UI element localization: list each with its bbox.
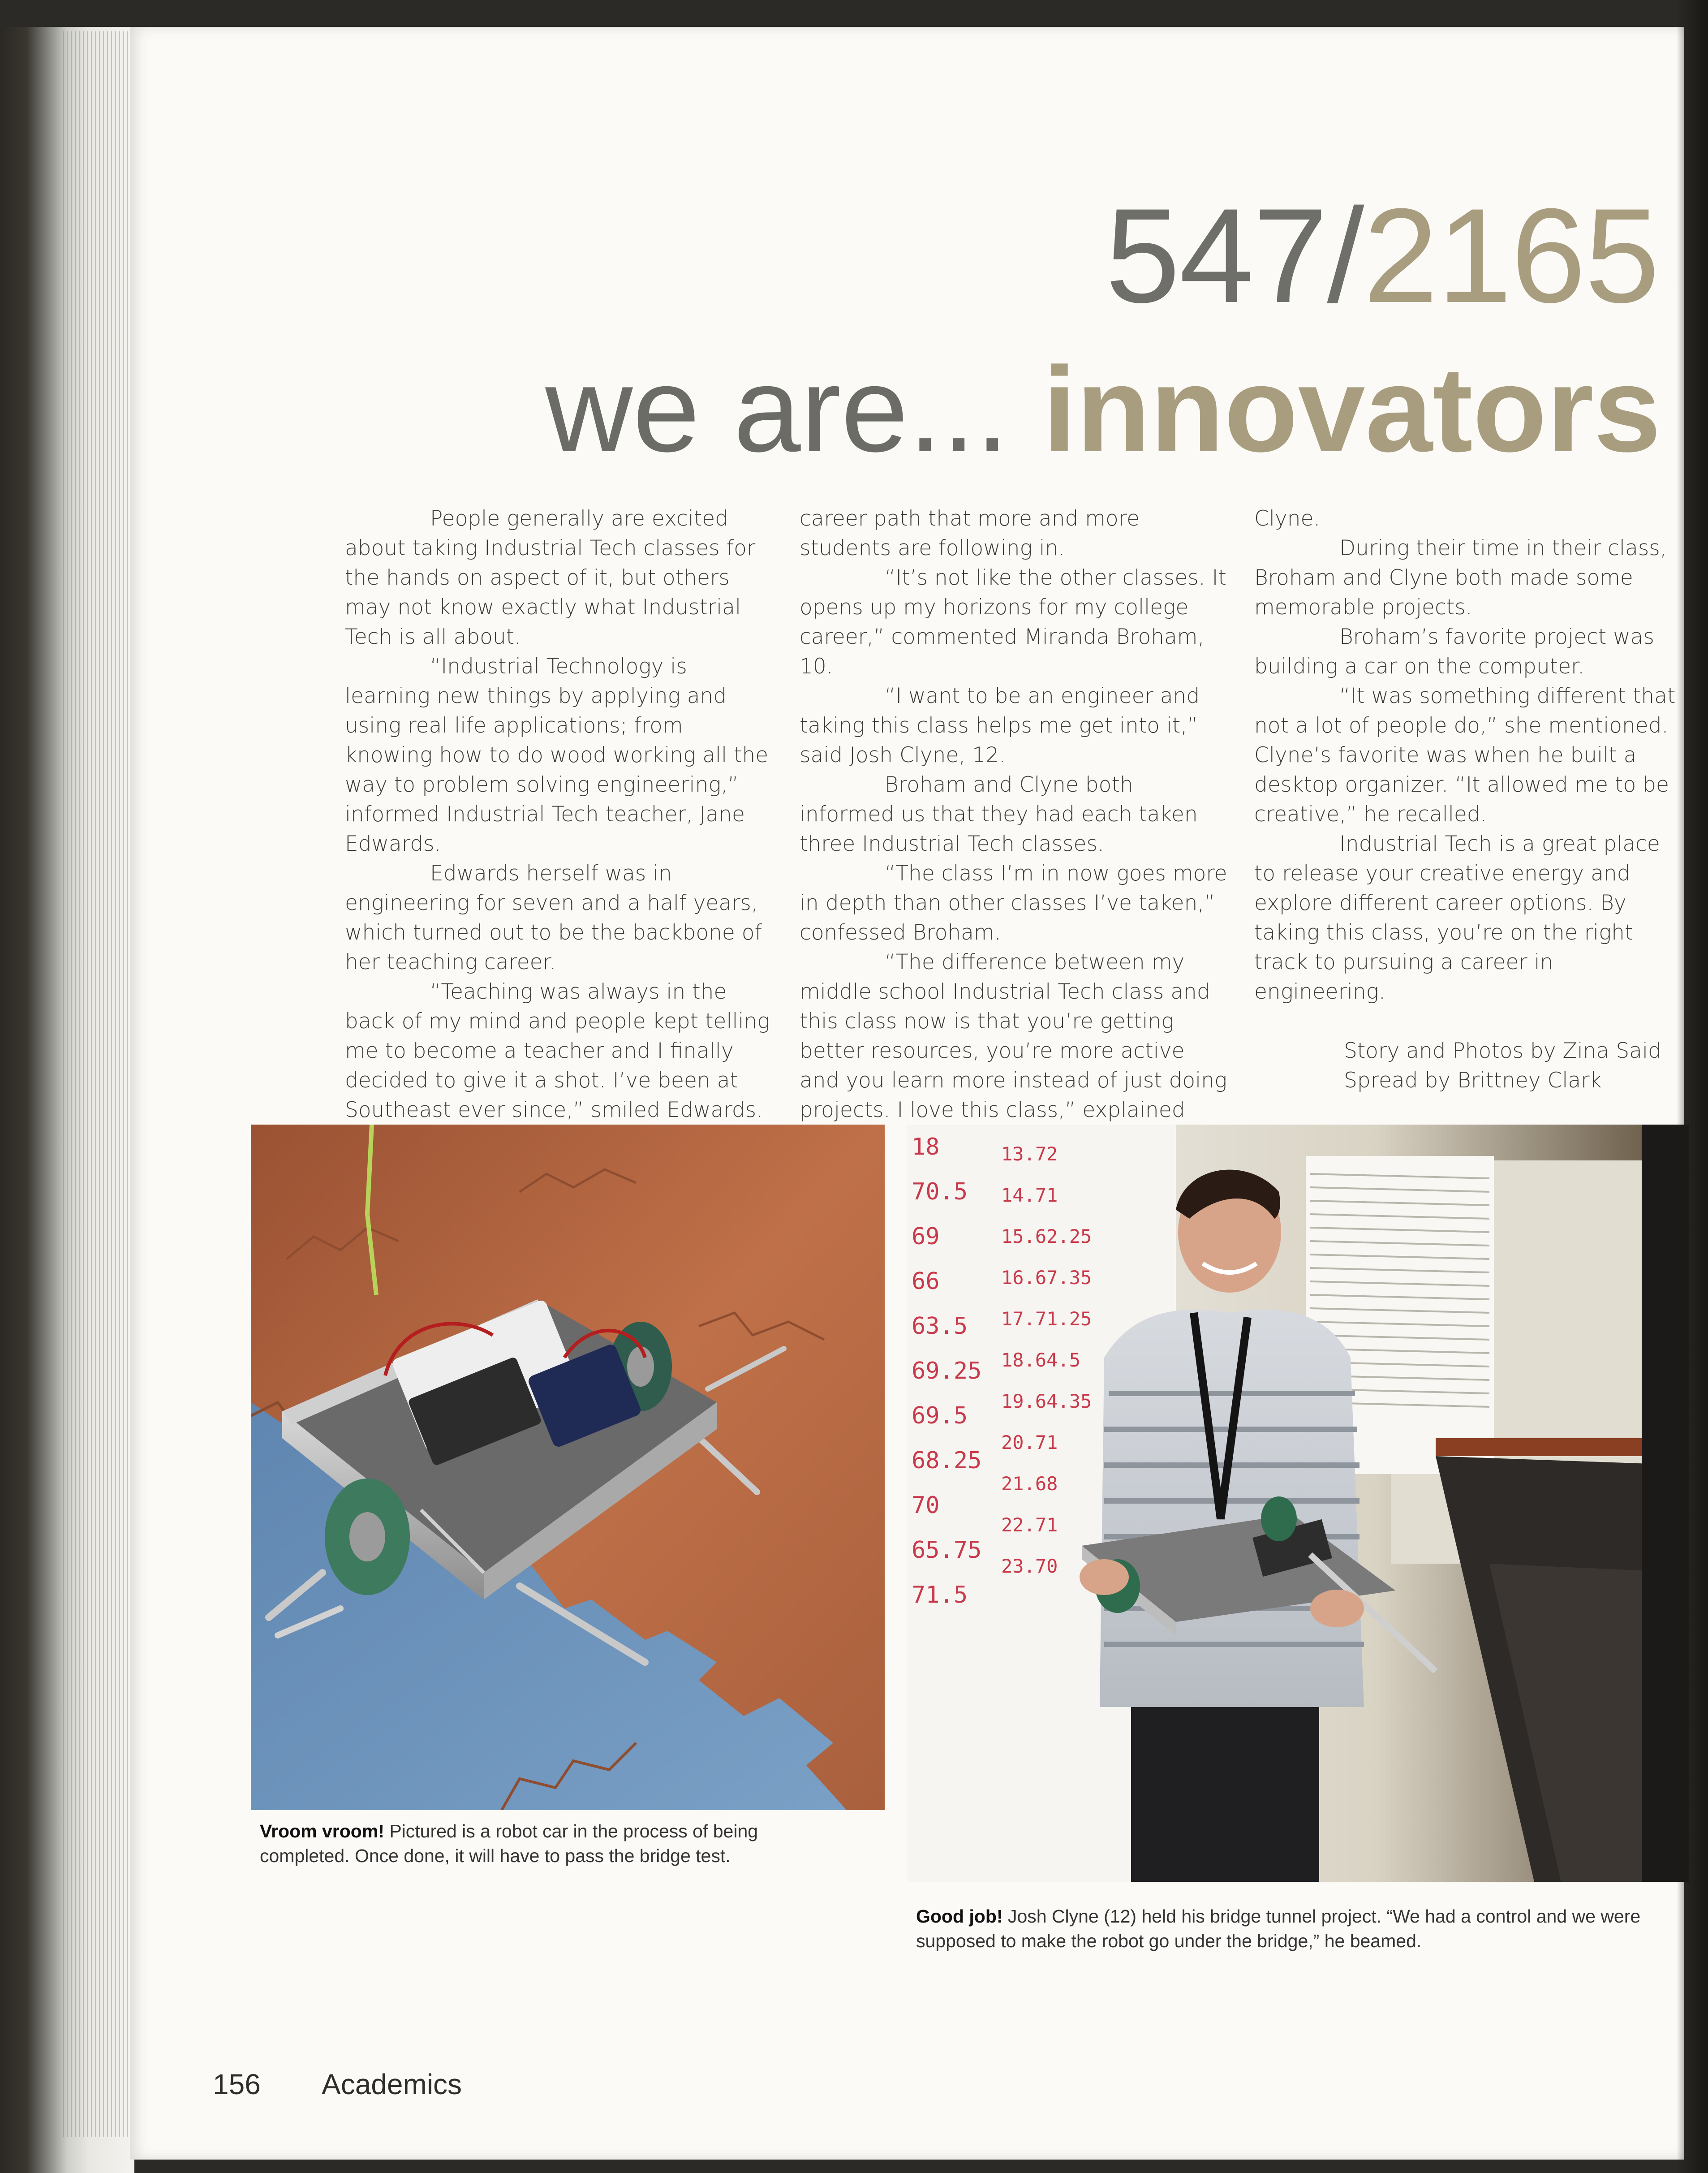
- whiteboard-value: 68.25: [912, 1447, 982, 1474]
- student-photo-caption: [916, 1904, 1678, 1953]
- scan-right-edge: [1677, 0, 1708, 2173]
- headline-number: [1105, 180, 1659, 331]
- paragraph: “It’s not like the other classes. It opens up my horizons for my college career,” commented Miranda Broham, 10.: [800, 565, 1226, 679]
- story-column-1: [345, 504, 775, 1184]
- caption-text: Josh Clyne (12) held his bridge tunnel project. “We had a control and we were supposed to make the robot go under the bridge,” he beamed.: [916, 1906, 1641, 1951]
- credit-spread: Spread by Brittney Clark: [1344, 1068, 1602, 1093]
- section-label: Academics: [322, 2068, 462, 2100]
- paragraph: “Teaching was always in the back of my mind and people kept telling me to become a teacher and I finally decided to give it a shot. I’ve been at Southeast ever since,” smiled Edwards.: [345, 979, 770, 1122]
- paragraph: “I want to be an engineer and taking this class helps me get into it,” said Josh Clyne, 12.: [800, 684, 1200, 767]
- whiteboard-value: 63.5: [912, 1313, 968, 1340]
- paragraph: Clyne.: [1254, 506, 1321, 531]
- robot-photo-caption: [260, 1819, 842, 1868]
- story-column-3: [1254, 504, 1684, 1095]
- whiteboard-value: 21.68: [1001, 1473, 1058, 1495]
- student-with-robot-photo: [907, 1125, 1689, 1882]
- whiteboard-value: 14.71: [1001, 1184, 1058, 1206]
- caption-text: Pictured is a robot car in the process of being completed. Once done, it will have to pass the bridge test.: [260, 1821, 758, 1866]
- whiteboard-value: 19.64.35: [1001, 1390, 1092, 1412]
- whiteboard-value: 20.71: [1001, 1431, 1058, 1453]
- whiteboard-value: 15.62.25: [1001, 1225, 1092, 1247]
- whiteboard-value: 18.64.5: [1001, 1349, 1081, 1371]
- scan-top-edge: [0, 0, 1708, 27]
- book-page-edges: [63, 31, 134, 2137]
- whiteboard-value: 65.75: [912, 1537, 982, 1564]
- whiteboard-value: 69.5: [912, 1402, 968, 1429]
- paragraph: “The difference between my middle school Industrial Tech class and this class now is that you’re getting better resources, you’re more active and you learn more instead of just doing projects. I love this class,” explained: [800, 950, 1227, 1122]
- whiteboard-value: 23.70: [1001, 1555, 1058, 1577]
- whiteboard-value: 69.25: [912, 1358, 982, 1384]
- caption-lead: Good job!: [916, 1906, 1003, 1927]
- credit-story: Story and Photos by Zina Said: [1344, 1039, 1661, 1063]
- headline-title-lead: we are...: [545, 342, 1043, 477]
- robot-car-illustration: [251, 1125, 885, 1810]
- whiteboard-value: 22.71: [1001, 1514, 1058, 1536]
- headline-title-accent: innovators: [1042, 342, 1661, 477]
- headline-number-tan: 2165: [1363, 180, 1659, 331]
- story-column-2: [800, 504, 1230, 1125]
- paragraph: Broham’s favorite project was building a car on the computer.: [1254, 625, 1654, 679]
- page-number: 156: [213, 2068, 261, 2100]
- paragraph: career path that more and more students are following in.: [800, 506, 1140, 560]
- paragraph: Broham and Clyne both informed us that they had each taken three Industrial Tech classes.: [800, 772, 1198, 856]
- headline-title: [545, 342, 1661, 477]
- whiteboard-value: 70: [912, 1492, 940, 1519]
- paragraph: Industrial Tech is a great place to release your creative energy and explore different career options. By taking this class, you’re on the right track to pursuing a career in engineering.: [1254, 832, 1660, 1004]
- whiteboard-value: 66: [912, 1268, 940, 1295]
- whiteboard-column-b: [1001, 1134, 1153, 1587]
- whiteboard-value: 71.5: [912, 1582, 968, 1608]
- whiteboard-value: 16.67.35: [1001, 1267, 1092, 1289]
- caption-lead: Vroom vroom!: [260, 1821, 384, 1841]
- paragraph: “Industrial Technology is learning new things by applying and using real life applications; from knowing how to do wood working all the way to problem solving engineering,” informed Industrial Tech teacher, Jane Edwards.: [345, 654, 769, 856]
- paragraph: During their time in their class, Broham and Clyne both made some memorable projects.: [1254, 536, 1667, 620]
- whiteboard-value: 13.72: [1001, 1143, 1058, 1165]
- whiteboard-value: 69: [912, 1223, 940, 1250]
- paragraph: “The class I’m in now goes more in depth than other classes I’ve taken,” confessed Broham.: [800, 861, 1227, 945]
- headline-number-gray: 547/: [1105, 180, 1364, 331]
- whiteboard-value: 17.71.25: [1001, 1308, 1092, 1330]
- whiteboard-value: 18: [912, 1134, 940, 1160]
- paragraph: People generally are excited about taking Industrial Tech classes for the hands on aspect of it, but others may not know exactly what Industrial Tech is all about.: [345, 506, 756, 649]
- whiteboard-value: 70.5: [912, 1178, 968, 1205]
- paragraph: Edwards herself was in engineering for seven and a half years, which turned out to be the backbone of her teaching career.: [345, 861, 762, 974]
- robot-car-photo: [251, 1125, 885, 1810]
- paragraph: “It was something different that not a lot of people do,” she mentioned. Clyne’s favorite was when he built a desktop organizer. “It allowed me to be creative,” he recalled.: [1254, 684, 1676, 827]
